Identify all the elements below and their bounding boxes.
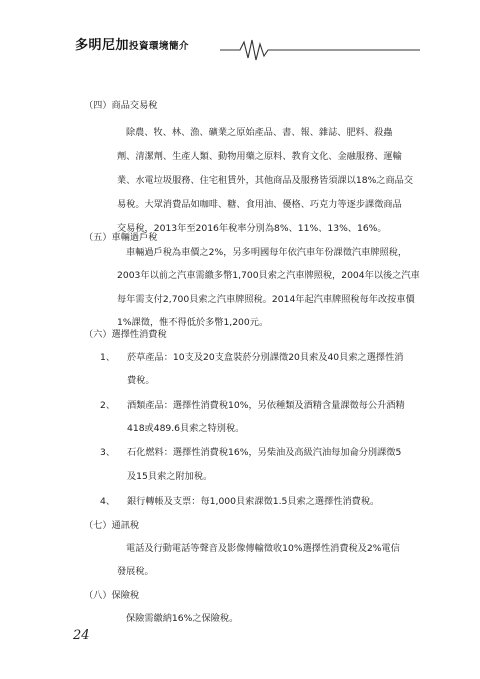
paragraph-line: 除農、牧、林、漁、礦業之原始產品、書、報、雜誌、肥料、殺蟲 bbox=[126, 127, 393, 138]
header-title bbox=[75, 34, 189, 53]
section-heading: （五）車輛過戶稅 bbox=[84, 232, 158, 243]
section-heading: （六）選擇性消費稅 bbox=[84, 329, 167, 340]
list-item-number: 1、 bbox=[100, 352, 116, 363]
list-item-continuation: 費稅。 bbox=[127, 375, 155, 386]
paragraph-line: 1%課徵，惟不得低於多幣1,200元。 bbox=[117, 317, 269, 328]
list-item: 菸草產品：10支及20支盒裝菸分別課徵20貝索及40貝索之選擇性消 bbox=[127, 352, 404, 363]
paragraph-line: 保險需繳納16%之保險稅。 bbox=[126, 613, 239, 624]
list-item: 酒類產品：選擇性消費稅10%，另依種類及酒精含量課徵每公升酒精 bbox=[127, 400, 405, 411]
paragraph-line: 交易稅，2013年至2016年稅率分別為8%、11%、13%、16%。 bbox=[117, 223, 387, 234]
header-title-sub: 投資環境簡介 bbox=[129, 41, 190, 52]
header-heartbeat-line bbox=[220, 38, 420, 62]
paragraph-line: 發展稅。 bbox=[117, 566, 154, 577]
paragraph-line: 2003年以前之汽車需繳多幣1,700貝索之汽車牌照稅，2004年以後之汽車 bbox=[117, 270, 420, 281]
paragraph-line: 車輛過戶稅為車價之2%，另多明國每年依汽車年份課徵汽車牌照稅， bbox=[126, 247, 408, 258]
list-item-number: 2、 bbox=[100, 400, 116, 411]
page-number: 24 bbox=[73, 628, 90, 643]
section-heading: （七）通訊稅 bbox=[84, 520, 140, 531]
paragraph-line: 每年需支付2,700貝索之汽車牌照稅。2014年起汽車牌照稅每年改按車價 bbox=[117, 294, 415, 305]
paragraph-line: 劑、清潔劑、生產人類、動物用藥之原料、教育文化、金融服務、運輸 bbox=[117, 151, 402, 162]
list-item: 銀行轉帳及支票：每1,000貝索課徵1.5貝索之選擇性消費稅。 bbox=[127, 496, 380, 507]
section-heading: （四）商品交易稅 bbox=[84, 100, 158, 111]
list-item-continuation: 及15貝索之附加稅。 bbox=[127, 471, 213, 482]
paragraph-line: 業、水電垃圾服務、住宅租賃外，其他商品及服務皆須課以18%之商品交 bbox=[117, 175, 414, 186]
list-item-continuation: 418或489.6貝索之特別稅。 bbox=[127, 423, 245, 434]
paragraph-line: 易稅。大眾消費品如咖啡、糖、食用油、優格、巧克力等逐步課徵商品 bbox=[117, 199, 402, 210]
list-item: 石化燃料：選擇性消費稅16%，另柴油及高級汽油每加侖分別課徵5 bbox=[127, 447, 402, 458]
section-heading: （八）保險稅 bbox=[84, 590, 140, 601]
header-title-main: 多明尼加 bbox=[75, 38, 130, 53]
list-item-number: 3、 bbox=[100, 447, 116, 458]
list-item-number: 4、 bbox=[100, 496, 116, 507]
paragraph-line: 電話及行動電話等聲音及影像傳輸徵收10%選擇性消費稅及2%電信 bbox=[126, 543, 400, 554]
